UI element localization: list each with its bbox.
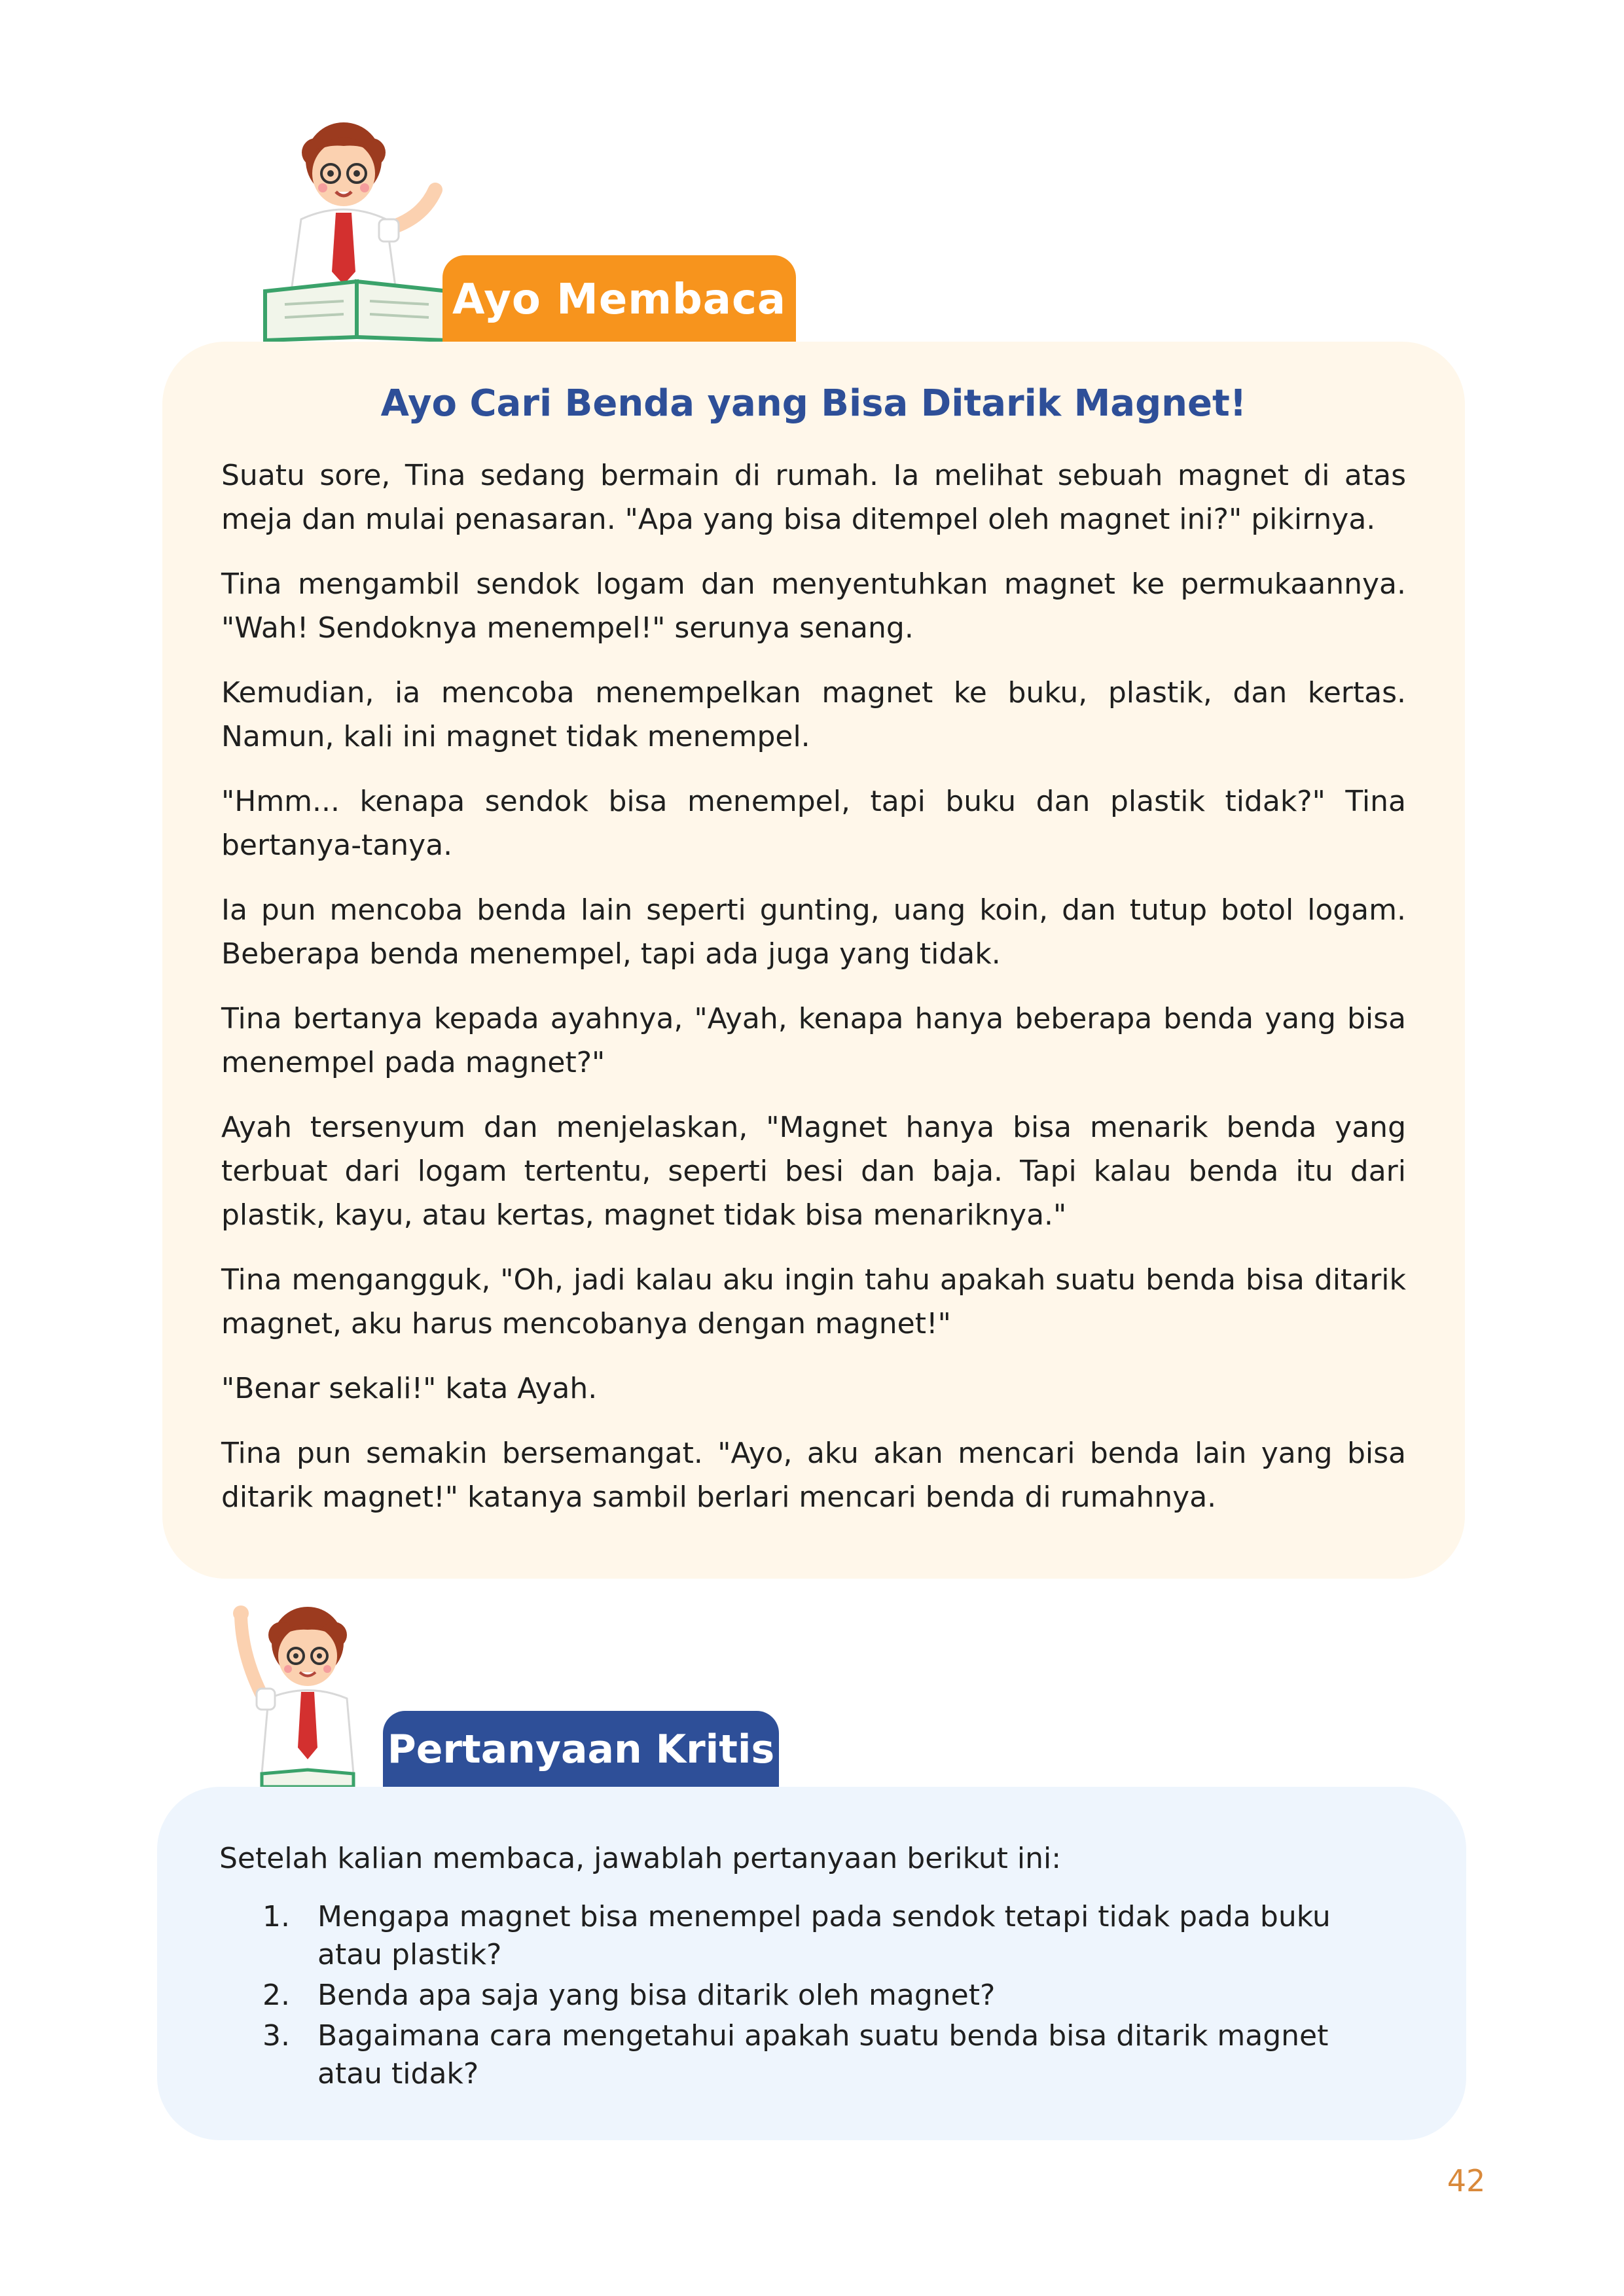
question-item [219,2017,1404,2093]
section-tab-label: Ayo Membaca [452,275,787,324]
story-title: Ayo Cari Benda yang Bisa Ditarik Magnet! [380,382,1247,425]
question-item [219,1898,1404,1974]
question-item [219,1977,1404,2015]
story-paragraph: Tina pun semakin bersemangat. "Ayo, aku akan mencari benda lain yang bisa ditarik magnet!" katanya sambil berlari mencari benda di rumahnya. [221,1437,1406,1514]
questions-intro: Setelah kalian membaca, jawablah pertanyaan berikut ini: [219,1842,1062,1875]
question-text: Bagaimana cara mengetahui apakah suatu benda bisa ditarik magnet atau tidak? [317,2019,1329,2090]
question-number: 2. [262,1979,290,2012]
question-number: 1. [262,1900,290,1933]
story-paragraph: Tina mengambil sendok logam dan menyentuhkan magnet ke permukaannya. "Wah! Sendoknya menempel!" serunya senang. [221,567,1406,645]
story-paragraph: "Benar sekali!" kata Ayah. [221,1372,598,1405]
reading-box [162,342,1465,1579]
story-paragraph: Ayah tersenyum dan menjelaskan, "Magnet hanya bisa menarik benda yang terbuat dari logam tertentu, seperti besi dan baja. Tapi kalau benda itu dari plastik, kayu, atau kertas, magnet tidak bisa menariknya." [221,1111,1406,1232]
section-tab-label: Pertanyaan Kritis [387,1727,775,1772]
story-paragraph: Ia pun mencoba benda lain seperti gunting, uang koin, dan tutup botol logam. Beberapa benda menempel, tapi ada juga yang tidak. [221,893,1406,971]
section-tab-pertanyaan-kritis [383,1711,779,1788]
questions-box [157,1787,1466,2140]
questions-list [219,1898,1404,2093]
section-tab-ayo-membaca [442,255,796,344]
question-number: 3. [262,2019,290,2053]
boy-reading-book-icon [259,121,455,344]
story-paragraph: "Hmm... kenapa sendok bisa menempel, tapi buku dan plastik tidak?" Tina bertanya-tanya. [221,785,1406,862]
page-number: 42 [1447,2163,1486,2198]
story-paragraph: Suatu sore, Tina sedang bermain di rumah. Ia melihat sebuah magnet di atas meja dan mulai penasaran. "Apa yang bisa ditempel oleh magnet ini?" pikirnya. [221,459,1406,536]
boy-raising-hand-icon [216,1597,399,1793]
question-text: Mengapa magnet bisa menempel pada sendok tetapi tidak pada buku atau plastik? [317,1900,1331,1971]
story-paragraph: Tina mengangguk, "Oh, jadi kalau aku ingin tahu apakah suatu benda bisa ditarik magnet, aku harus mencobanya dengan magnet!" [221,1263,1406,1340]
question-text: Benda apa saja yang bisa ditarik oleh magnet? [317,1979,996,2012]
story-paragraph: Kemudian, ia mencoba menempelkan magnet ke buku, plastik, dan kertas. Namun, kali ini magnet tidak menempel. [221,676,1406,753]
story-paragraph: Tina bertanya kepada ayahnya, "Ayah, kenapa hanya beberapa benda yang bisa menempel pada magnet?" [221,1002,1406,1079]
